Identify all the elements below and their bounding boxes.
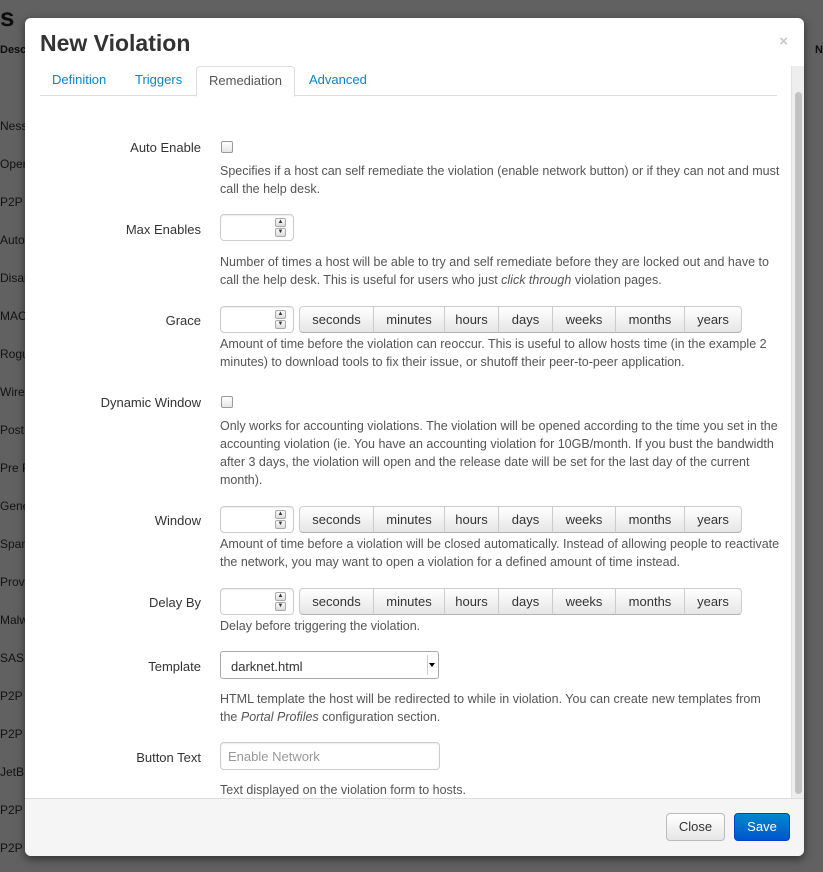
grace-unit-minutes[interactable]: minutes [373, 306, 445, 333]
grace-unit-weeks[interactable]: weeks [552, 306, 616, 333]
template-help: HTML template the host will be redirected to while in violation. You can create new templates from the Portal Profiles configuration section. [220, 692, 761, 724]
modal-header [25, 18, 804, 66]
grace-help: Amount of time before the violation can reoccur. This is useful to allow hosts time (in the example 2 minutes) to download tools to fix their issue, or shutoff their peer-to-peer application. [220, 337, 767, 369]
grace-spinner[interactable] [220, 306, 294, 333]
button-text-input[interactable] [220, 742, 440, 770]
new-violation-modal [25, 18, 804, 856]
delay-by-unit-minutes[interactable]: minutes [373, 588, 445, 615]
template-select[interactable] [220, 651, 439, 679]
scrollbar-thumb[interactable] [795, 92, 802, 794]
modal-footer [25, 798, 804, 856]
dynamic-window-label: Dynamic Window [100, 395, 201, 410]
modal-title: New Violation [40, 30, 191, 56]
dynamic-window-checkbox[interactable] [221, 396, 233, 408]
window-unit-weeks[interactable]: weeks [552, 506, 616, 533]
button-text-help: Text displayed on the violation form to hosts. [220, 783, 466, 797]
grace-unit-hours[interactable]: hours [444, 306, 499, 333]
save-button[interactable]: Save [734, 813, 790, 841]
window-spinner[interactable] [220, 506, 294, 533]
spinner-down-icon[interactable]: ▼ [275, 602, 286, 611]
window-unit-years[interactable]: years [684, 506, 742, 533]
dynamic-window-help: Only works for accounting violations. The violation will be opened according to the time you set in the accounting violation (ie. You have an accounting violation for 10GB/month. If you bust the bandwidth after 3 days, the violation will open and the release date will be set for the last day of the current month). [220, 419, 778, 487]
delay-by-unit-years[interactable]: years [684, 588, 742, 615]
max-enables-label: Max Enables [125, 222, 201, 237]
window-unit-months[interactable]: months [615, 506, 685, 533]
tab-definition[interactable]: Definition [52, 72, 107, 87]
modal-scrollbar[interactable] [791, 66, 804, 798]
auto-enable-label: Auto Enable [130, 140, 201, 155]
auto-enable-help: Specifies if a host can self remediate the violation (enable network button) or if they can not and must call the help desk. [220, 164, 780, 196]
grace-unit-days[interactable]: days [498, 306, 553, 333]
tab-remediation[interactable]: Remediation [196, 66, 295, 97]
window-unit-minutes[interactable]: minutes [373, 506, 445, 533]
window-label: Window [154, 513, 201, 528]
delay-by-help: Delay before triggering the violation. [220, 619, 421, 633]
tab-bar [40, 66, 777, 96]
tab-advanced[interactable]: Advanced [309, 72, 367, 87]
template-select-value: darknet.html [231, 659, 303, 674]
template-label: Template [148, 659, 201, 674]
delay-by-unit-seconds[interactable]: seconds [299, 588, 374, 615]
delay-by-label: Delay By [148, 595, 201, 610]
max-enables-spinner[interactable] [220, 214, 294, 241]
spinner-down-icon[interactable]: ▼ [275, 228, 286, 237]
grace-label: Grace [165, 313, 201, 328]
close-button[interactable]: Close [666, 813, 725, 841]
delay-by-unit-days[interactable]: days [498, 588, 553, 615]
auto-enable-checkbox[interactable] [221, 141, 233, 153]
delay-by-unit-hours[interactable]: hours [444, 588, 499, 615]
spinner-up-icon[interactable]: ▲ [275, 218, 286, 227]
close-icon[interactable]: × [779, 33, 788, 50]
max-enables-help: Number of times a host will be able to try and self remediate before they are locked out and have to call the help desk. This is useful for users who just click through violation pages. [220, 255, 769, 287]
grace-unit-seconds[interactable]: seconds [299, 306, 374, 333]
spinner-down-icon[interactable]: ▼ [275, 320, 286, 329]
grace-unit-months[interactable]: months [615, 306, 685, 333]
modal-body [25, 66, 804, 798]
spinner-up-icon[interactable]: ▲ [275, 310, 286, 319]
delay-by-unit-months[interactable]: months [615, 588, 685, 615]
delay-by-unit-weeks[interactable]: weeks [552, 588, 616, 615]
window-unit-seconds[interactable]: seconds [299, 506, 374, 533]
spinner-up-icon[interactable]: ▲ [275, 510, 286, 519]
window-unit-hours[interactable]: hours [444, 506, 499, 533]
dropdown-arrow-icon [427, 655, 436, 675]
window-unit-days[interactable]: days [498, 506, 553, 533]
spinner-down-icon[interactable]: ▼ [275, 520, 286, 529]
spinner-up-icon[interactable]: ▲ [275, 592, 286, 601]
delay-by-spinner[interactable] [220, 588, 294, 615]
window-help: Amount of time before a violation will be closed automatically. Instead of allowing people to reactivate the network, you may want to open a violation for a defined amount of time instead. [220, 537, 780, 569]
grace-unit-years[interactable]: years [684, 306, 742, 333]
tab-triggers[interactable]: Triggers [135, 72, 183, 87]
button-text-label: Button Text [136, 750, 201, 765]
